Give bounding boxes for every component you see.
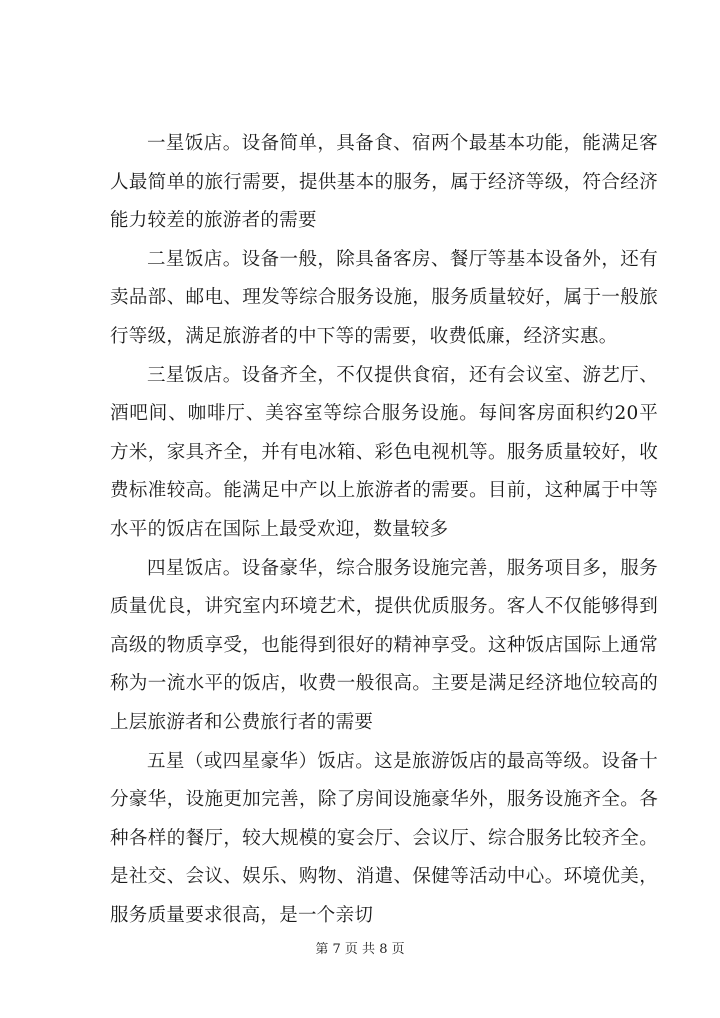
paragraph-two-star: 二星饭店。设备一般，除具备客房、餐厅等基本设备外，还有卖品部、邮电、理发等综合服务设施，服务质量较好，属于一般旅行等级，满足旅游者的中下等的需要，收费低廉，经济实惠。 [110, 248, 658, 347]
paragraph-one-star: 一星饭店。设备简单，具备食、宿两个最基本功能，能满足客人最简单的旅行需要，提供基本的服务，属于经济等级，符合经济能力较差的旅游者的需要 [110, 133, 658, 232]
paragraph-five-star: 五星（或四星豪华）饭店。这是旅游饭店的最高等级。设备十分豪华，设施更加完善，除了房间设施豪华外，服务设施齐全。各种各样的餐厅，较大规模的宴会厅、会议厅、综合服务比较齐全。是社交、会议、娱乐、购物、消遣、保健等活动中心。环境优美，服务质量要求很高，是一个亲切 [110, 750, 658, 926]
paragraph-four-star: 四星饭店。设备豪华，综合服务设施完善，服务项目多，服务质量优良，讲究室内环境艺术，提供优质服务。客人不仅能够得到高级的物质享受，也能得到很好的精神享受。这种饭店国际上通常称为一流水平的饭店，收费一般很高。主要是满足经济地位较高的上层旅游者和公费旅行者的需要 [110, 557, 658, 733]
paragraph-three-star: 三星饭店。设备齐全，不仅提供食宿，还有会议室、游艺厅、酒吧间、咖啡厅、美容室等综合服务设施。每间客房面积约20平方米，家具齐全，并有电冰箱、彩色电视机等。服务质量较好，收费标准较高。能满足中产以上旅游者的需要。目前，这种属于中等水平的饭店在国际上最受欢迎，数量较多 [110, 364, 658, 540]
page-number-footer: 第 7 页 共 8 页 [315, 942, 405, 957]
body-text [110, 125, 658, 935]
